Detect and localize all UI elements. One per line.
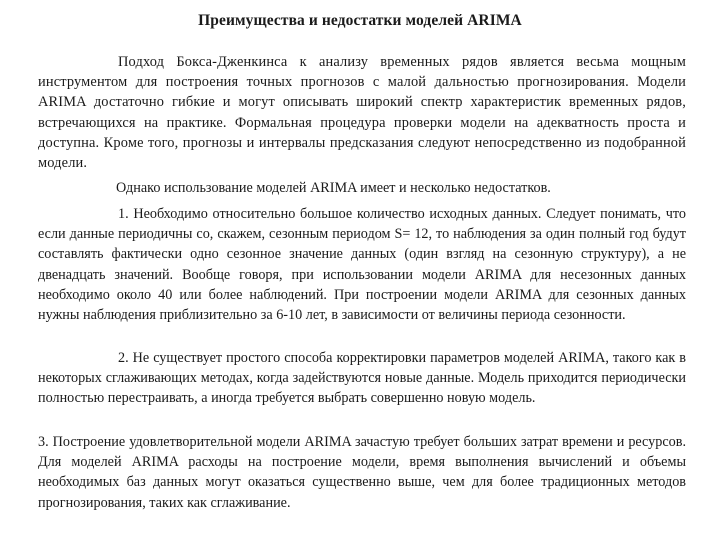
paragraph-disadvantage-1: 1. Необходимо относительно большое количество исходных данных. Следует понимать, что если данные периодичны со, скажем, сезонным периодом S= 12, то наблюдения за один полный год будут составлять фактически одно сезонное значение данных (один взгляд на сезонную структуру), а не двенадцать значений. Вообще говоря, при использовании модели ARIMA для несезонных данных необходимо около 40 или более наблюдений. При построении модели ARIMA для сезонных данных нужны наблюдения приблизительно за 6-10 лет, в зависимости от величины периода сезонности. <box>38 206 686 324</box>
page-title: Преимущества и недостатки моделей ARIMA <box>198 12 522 29</box>
paragraph-disadvantage-3: 3. Построение удовлетворительной модели ARIMA зачастую требует больших затрат времени и ресурсов. Для моделей ARIMA расходы на построение модели, время выполнения вычислений и объемы необходимых баз данных могут оказаться существенно выше, чем для более традиционных методов прогнозирования, таких как сглаживание. <box>38 434 686 511</box>
paragraph-disadvantages-intro: Однако использование моделей ARIMA имеет и несколько недостатков. <box>116 180 551 196</box>
paragraph-disadvantage-2: 2. Не существует простого способа корректировки параметров моделей ARIMA, такого как в некоторых сглаживающих методах, когда задействуются новые данные. Модель приходится периодически полностью перестраивать, а иногда требуется выбрать совершенно новую модель. <box>38 350 686 407</box>
paragraph-intro: Подход Бокса-Дженкинса к анализу временных рядов является весьма мощным инструментом для построения точных прогнозов с малой дальностью прогнозирования. Модели ARIMA достаточно гибкие и могут описывать широкий спектр характеристик временных рядов, встречающихся на практике. Формальная процедура проверки модели на адекватность проста и доступна. Кроме того, прогнозы и интервалы предсказания следуют непосредственно из подобранной модели. <box>38 54 686 172</box>
